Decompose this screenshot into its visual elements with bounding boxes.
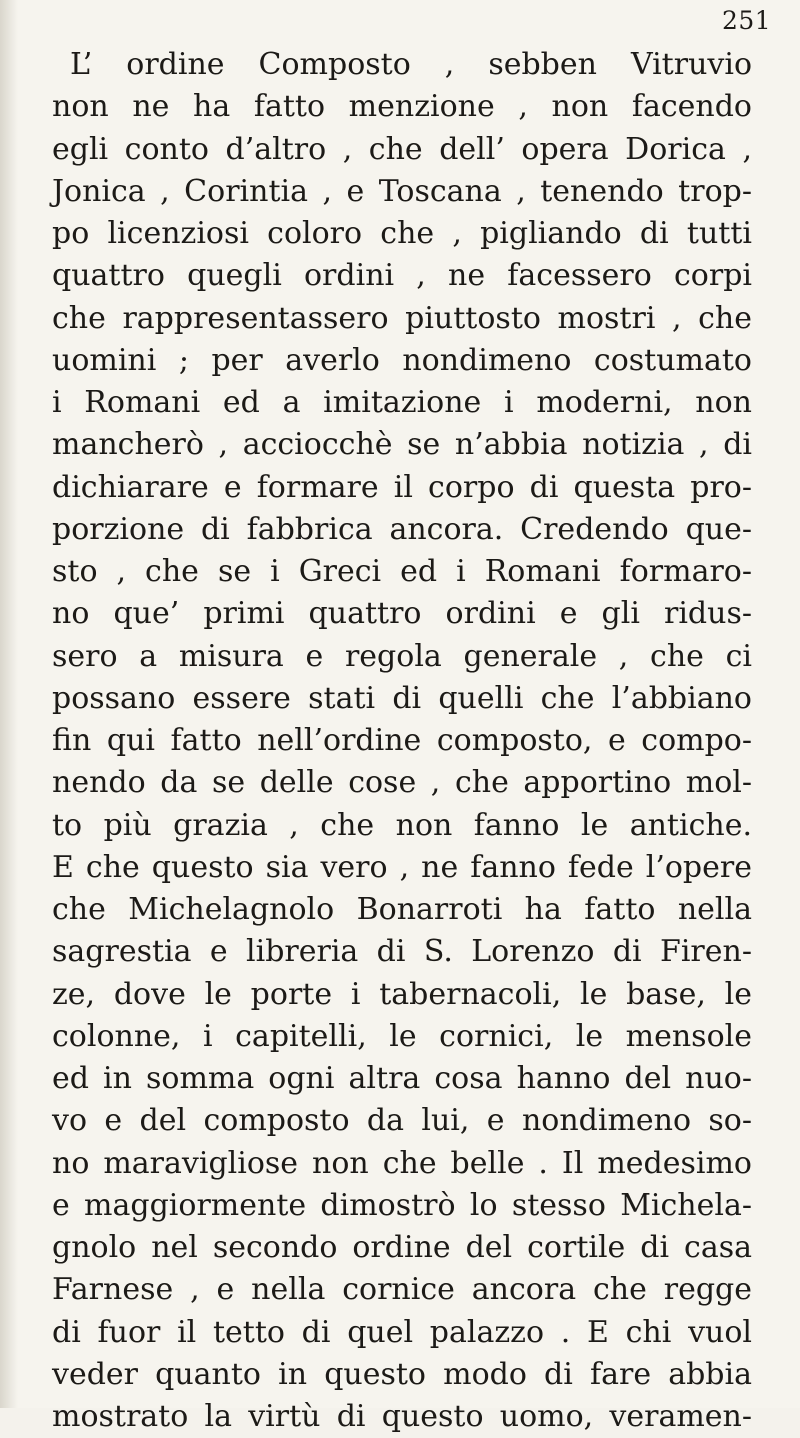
text-line: quattro quegli ordini , ne facessero corpi xyxy=(52,258,752,294)
text-line: i Romani ed a imitazione i moderni, non xyxy=(52,385,752,420)
text-line: L’ ordine Composto , sebben Vitruvio xyxy=(70,47,752,82)
text-line: colonne, i capitelli, le cornici, le mensole xyxy=(52,1018,752,1054)
text-line: e maggiormente dimostrò lo stesso Michela- xyxy=(52,1187,752,1223)
text-line: gnolo nel secondo ordine del cortile di casa xyxy=(52,1230,752,1265)
text-line: egli conto d’altro , che dell’ opera Dorica , xyxy=(52,131,752,167)
text-line: mostrato la virtù di questo uomo, veramen- xyxy=(52,1399,752,1434)
page-gutter-shadow xyxy=(0,0,18,1408)
page-number: 251 xyxy=(722,6,772,35)
text-line: no maravigliose non che belle . Il medesimo xyxy=(52,1145,752,1181)
body-text xyxy=(52,44,752,1438)
text-line: porzione di fabbrica ancora. Credendo que- xyxy=(52,511,752,547)
text-line: E che questo sia vero , ne fanno fede l’opere xyxy=(52,849,752,885)
text-line: ed in somma ogni altra cosa hanno del nuo- xyxy=(52,1061,752,1096)
text-line: nendo da se delle cose , che apportino mol- xyxy=(52,765,752,801)
text-line: uomini ; per averlo nondimeno costumato xyxy=(52,342,752,378)
text-line: Jonica , Corintia , e Toscana , tenendo trop- xyxy=(52,173,752,209)
text-line: mancherò , acciocchè se n’abbia notizia , di xyxy=(52,427,752,463)
text-line: po licenziosi coloro che , pigliando di tutti xyxy=(52,216,752,251)
text-line: veder quanto in questo modo di fare abbia xyxy=(52,1356,752,1392)
text-line: che Michelagnolo Bonarroti ha fatto nella xyxy=(52,892,752,927)
text-line: to più grazia , che non fanno le antiche. xyxy=(52,807,752,843)
text-line: che rappresentassero piuttosto mostri , che xyxy=(52,300,752,336)
text-line: dichiarare e formare il corpo di questa pro- xyxy=(52,469,752,505)
text-line: ze, dove le porte i tabernacoli, le base, le xyxy=(52,976,752,1012)
text-line: di fuor il tetto di quel palazzo . E chi vuol xyxy=(52,1314,752,1350)
text-line: sto , che se i Greci ed i Romani formaro- xyxy=(52,554,752,589)
text-line: non ne ha fatto menzione , non facendo xyxy=(52,89,752,125)
text-line: Farnese , e nella cornice ancora che regge xyxy=(52,1272,752,1308)
text-line: sagrestia e libreria di S. Lorenzo di Firen- xyxy=(52,934,752,970)
text-line: sero a misura e regola generale , che ci xyxy=(52,638,752,674)
text-line: possano essere stati di quelli che l’abbiano xyxy=(52,680,752,716)
text-line: vo e del composto da lui, e nondimeno so- xyxy=(52,1103,752,1139)
text-line: fin qui fatto nell’ordine composto, e compo- xyxy=(52,723,752,758)
text-line: no que’ primi quattro ordini e gli ridus- xyxy=(52,596,752,632)
